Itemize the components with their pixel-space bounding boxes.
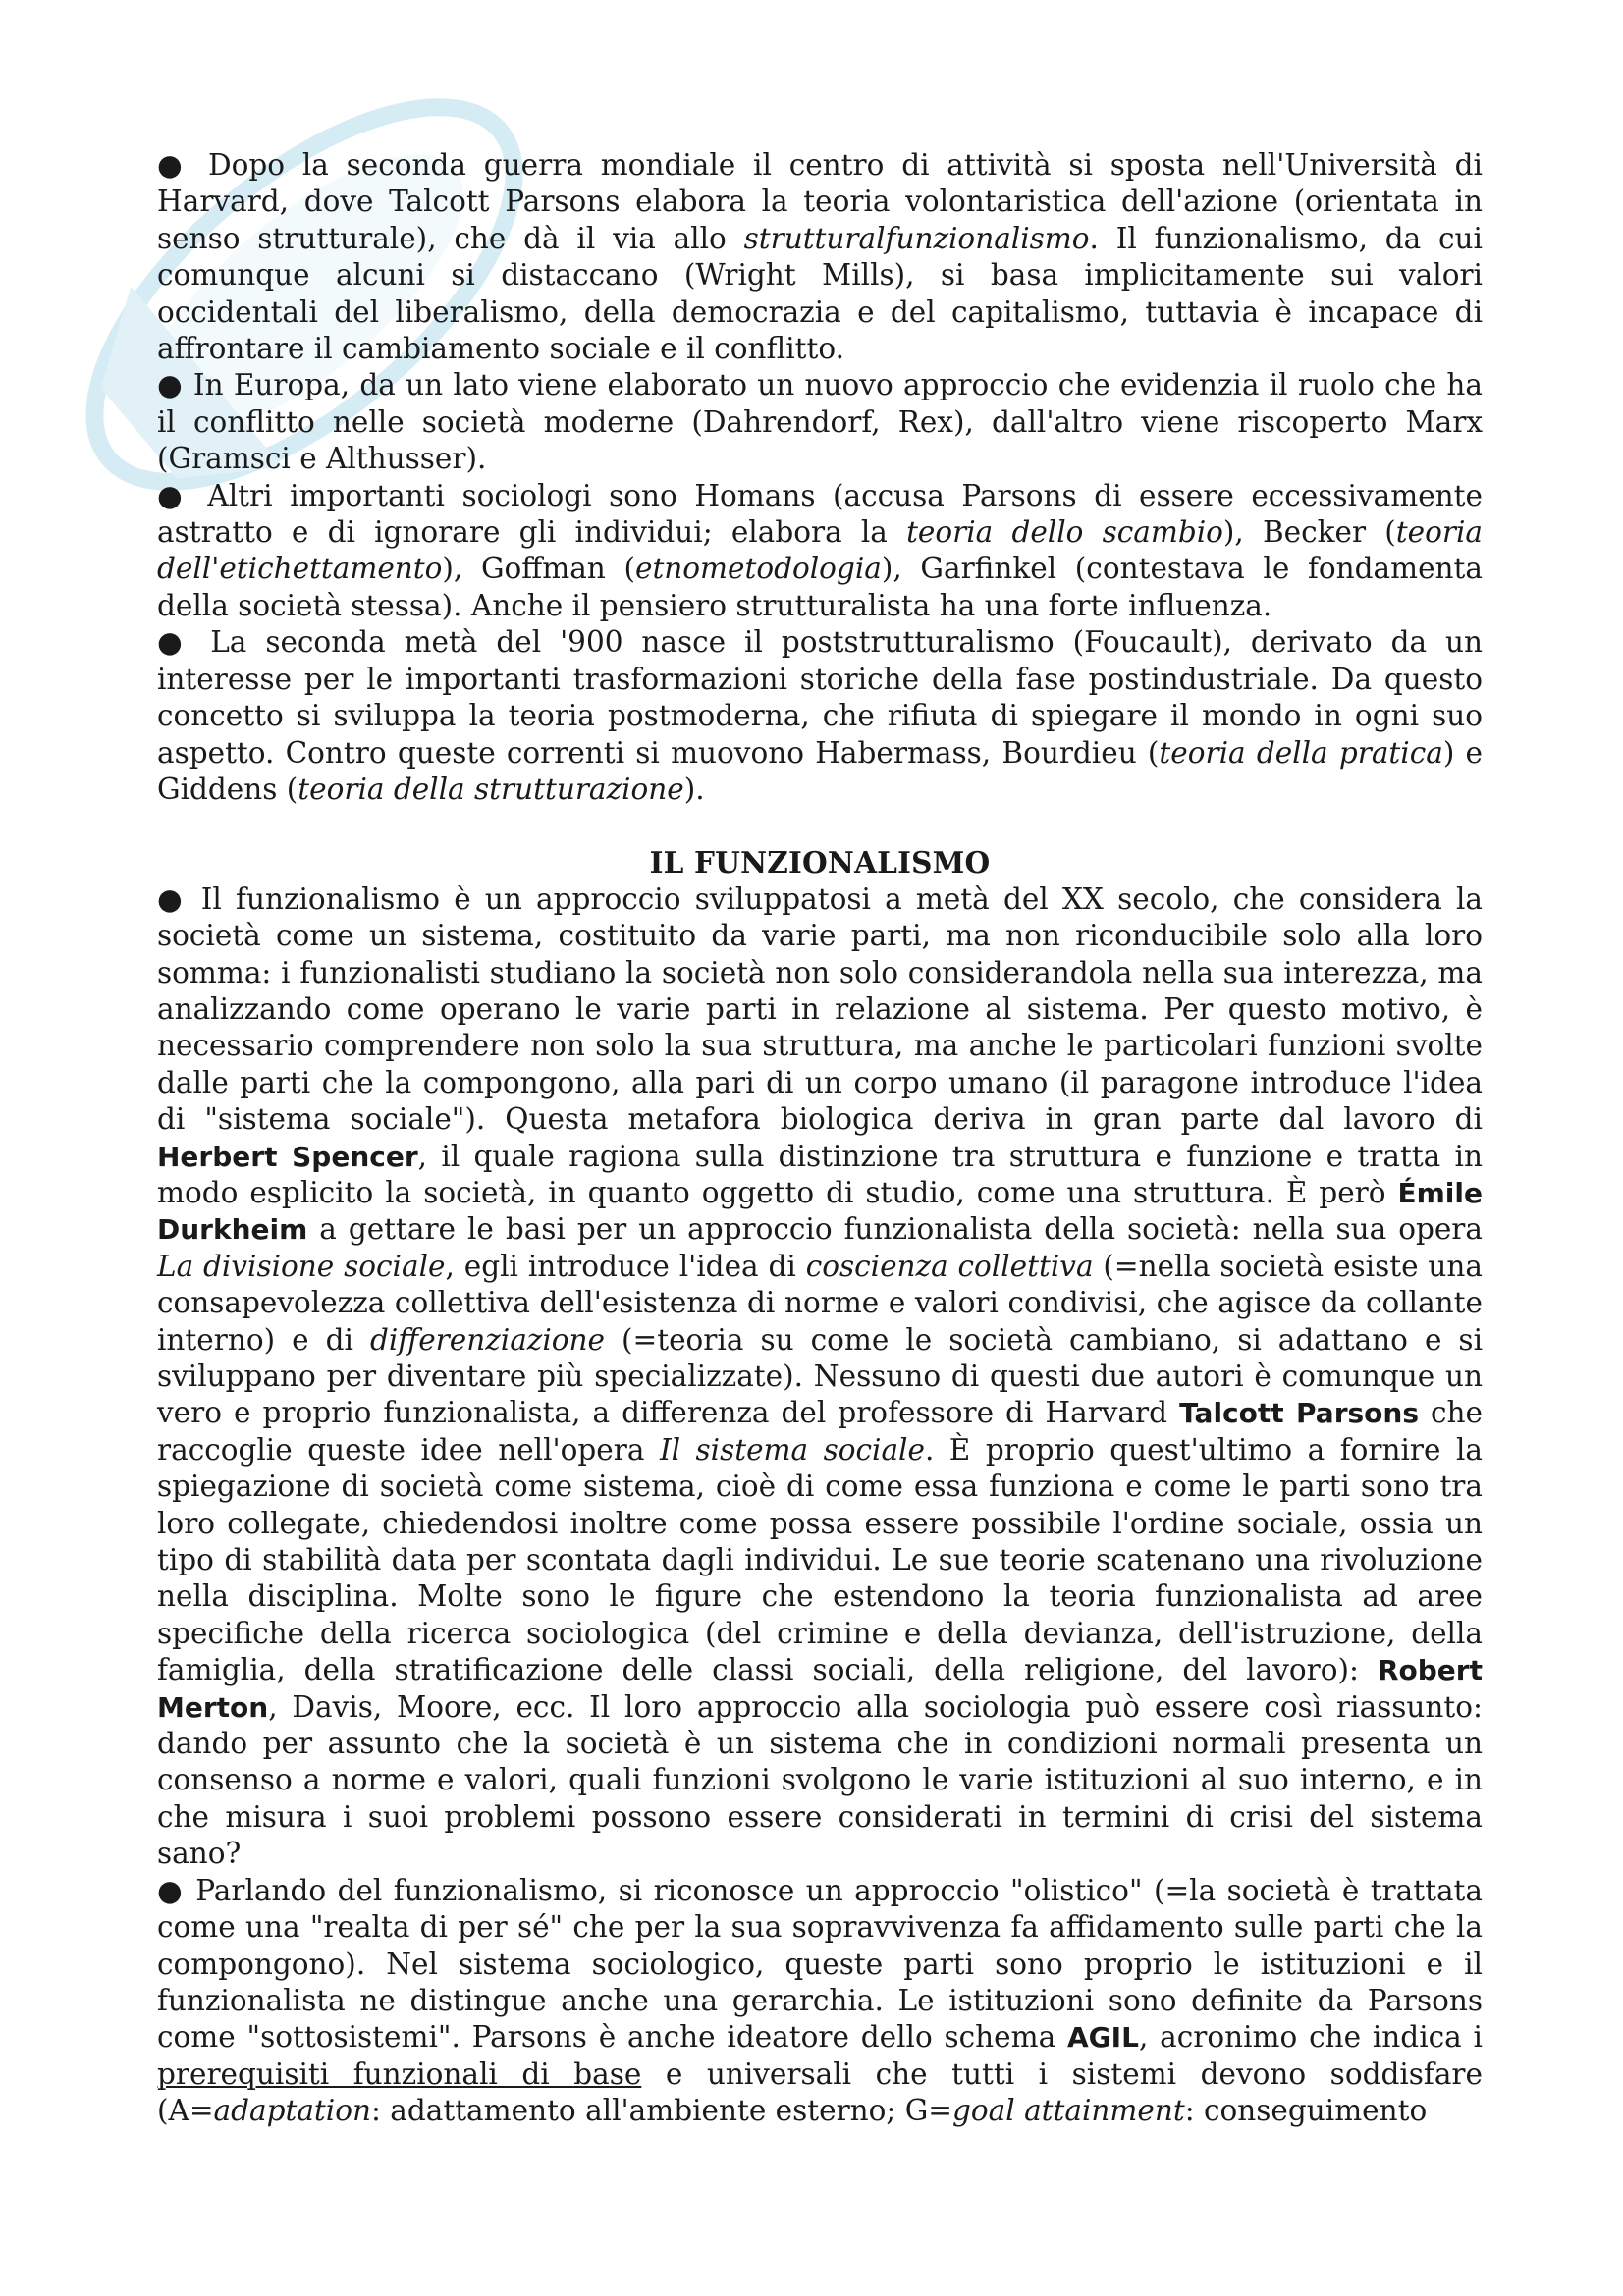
bullet: ● — [157, 625, 192, 660]
text-run: ) e Giddens ( — [157, 735, 1483, 806]
italic-term: coscienza collettiva — [805, 1249, 1094, 1283]
text-run: ), Garfinkel (contestava le fondamenta della società stessa). Anche il pensiero strutturalista ha una forte influenza. — [157, 552, 1483, 622]
text-run: (=teoria su come le società cambiano, si adattano e si sviluppano per diventare più specializzate). Nessuno di questi due autori è comunque un vero e proprio funzionalista, a differenza del professore di Harvard — [157, 1322, 1484, 1430]
paragraph-holistic — [157, 1873, 1483, 2130]
bold-term: Talcott Parsons — [1179, 1397, 1420, 1430]
paragraph-europe — [157, 367, 1483, 477]
document-page — [157, 147, 1483, 2130]
text-run: : adattamento all'ambiente esterno; G= — [370, 2094, 953, 2128]
section-heading: IL FUNZIONALISMO — [649, 845, 991, 881]
text-run: , acronimo che indica i — [1138, 2020, 1483, 2055]
italic-term: strutturalfunzionalismo — [743, 221, 1090, 255]
text-run: La seconda metà del '900 nasce il poststrutturalismo (Foucault), derivato da un interesse per le importanti trasformazioni storiche della fase postindustriale. Da questo concetto si sviluppa la teoria postmoderna, che rifiuta di spiegare il mondo in ogni suo aspetto. Contro queste correnti si muovono Habermass, Bourdieu ( — [157, 625, 1483, 770]
italic-term: Il sistema sociale — [659, 1432, 925, 1467]
italic-term: teoria dello scambio — [906, 515, 1223, 550]
paragraph-runs — [157, 148, 1483, 365]
bold-term: Herbert Spencer — [157, 1140, 418, 1173]
text-run: . Il funzionalismo, da cui comunque alcuni si distaccano (Wright Mills), si basa implicitamente sui valori occidentali del liberalismo, della democrazia e del capitalismo, tuttavia è incapace di affrontare il cambiamento sociale e il conflitto. — [157, 221, 1483, 366]
paragraph-runs — [157, 625, 1483, 806]
bullet: ● — [157, 368, 184, 402]
bold-term: Robert Merton — [157, 1654, 1483, 1724]
text-run: , il quale ragiona sulla distinzione tra struttura e funzione e tratta in modo esplicito la società, in quanto oggetto di studio, come una struttura. È però — [157, 1139, 1483, 1209]
italic-term: adaptation — [213, 2094, 371, 2128]
text-run: In Europa, da un lato viene elaborato un nuovo approccio che evidenzia il ruolo che ha il conflitto nelle società moderne (Dahrendorf, Rex), dall'altro viene riscoperto Marx (Gramsci e Althusser). — [157, 368, 1483, 476]
italic-term: teoria della strutturazione — [298, 772, 684, 806]
text-run: e universali che tutti i sistemi devono soddisfare (A= — [157, 2056, 1483, 2128]
text-run: (=nella società esiste una consapevolezza collettiva dell'esistenza di norme e valori condivisi, che agisce da collante interno) e di — [157, 1249, 1484, 1357]
bold-term: Émile Durkheim — [157, 1176, 1483, 1247]
text-run: che raccoglie queste idee nell'opera — [157, 1396, 1484, 1467]
italic-term: goal attainment — [952, 2094, 1185, 2128]
paragraph-functionalism — [157, 881, 1483, 1873]
text-run: Altri importanti sociologi sono Homans (accusa Parsons di essere eccessivamente astratto e di ignorare gli individui; elabora la — [157, 478, 1483, 550]
bullet: ● — [157, 1873, 185, 1907]
bold-term: AGIL — [1067, 2021, 1139, 2055]
italic-term: differenziazione — [369, 1322, 605, 1357]
text-run: Parlando del funzionalismo, si riconosce un approccio "olistico" (=la società è trattata come una "realta di per sé" che per la sua sopravvivenza fa affidamento sulle parti che la compongono). Nel sistema sociologico, queste parti sono proprio le istituzioni e il funzionalista ne distingue anche una gerarchia. Le istituzioni sono definite da Parsons come "sottosistemi". Parsons è anche ideatore dello schema — [157, 1873, 1483, 2055]
text-run: a gettare le basi per un approccio funzionalista della società: nella sua opera — [307, 1212, 1483, 1247]
paragraph-other-sociologists — [157, 478, 1483, 625]
paragraph-runs — [157, 368, 1483, 475]
spacer — [157, 808, 1483, 844]
underlined-term: prerequisiti funzionali di base — [157, 2056, 642, 2091]
paragraph-postwar — [157, 147, 1483, 367]
text-run: ), Becker ( — [1222, 515, 1396, 550]
bullet: ● — [157, 148, 191, 182]
paragraph-runs — [157, 479, 1483, 622]
text-run: ), Goffman ( — [442, 552, 635, 586]
paragraph-runs — [157, 1874, 1483, 2127]
text-run: , Davis, Moore, ecc. Il loro approccio alla sociologia può essere così riassunto: dando per assunto che la società è un sistema che in condizioni normali presenta un consenso a norme e valori, quali funzioni svolgono le varie istituzioni al suo interno, e in che misura i suoi problemi possono essere considerati in termini di crisi del sistema sano? — [157, 1689, 1483, 1871]
text-run: Dopo la seconda guerra mondiale il centro di attività si sposta nell'Università di Harvard, dove Talcott Parsons elabora la teoria volontaristica dell'azione (orientata in senso strutturale), che dà il via allo — [157, 148, 1483, 255]
italic-term: teoria dell'etichettamento — [157, 515, 1483, 586]
italic-term: etnometodologia — [634, 552, 882, 586]
italic-term: La divisione sociale — [157, 1249, 446, 1283]
text-run: Il funzionalismo è un approccio sviluppatosi a metà del XX secolo, che considera la società come un sistema, costituito da varie parti, ma non riconducibile solo alla loro somma: i funzionalisti studiano la società non solo considerandola nella sua interezza, ma analizzando come operano le varie parti in relazione al sistema. Per questo motivo, è necessario comprendere non solo la sua struttura, ma anche le particolari funzioni svolte dalle parti che la compongono, alla pari di un corpo umano (il paragone introduce l'idea di "sistema sociale"). Questa metafora biologica deriva in gran parte dal lavoro di — [157, 881, 1484, 1137]
bullet: ● — [157, 478, 190, 512]
text-run: : conseguimento — [1184, 2094, 1428, 2128]
paragraph-runs — [157, 882, 1483, 1871]
text-run: , egli introduce l'idea di — [445, 1249, 806, 1283]
text-run: . È proprio quest'ultimo a fornire la spiegazione di società come sistema, cioè di come essa funziona e come le parti sono tra loro collegate, chiedendosi inoltre come possa essere possibile l'ordine sociale, ossia un tipo di stabilità data per scontata dagli individui. Le sue teorie scatenano una rivoluzione nella disciplina. Molte sono le figure che estendono la teoria funzionalista ad aree specifiche della ricerca sociologica (del crimine e della devianza, dell'istruzione, della famiglia, della stratificazione delle classi sociali, della religione, del lavoro): — [157, 1432, 1484, 1687]
bullet: ● — [157, 881, 188, 916]
italic-term: teoria della pratica — [1159, 735, 1443, 770]
paragraph-poststructuralism — [157, 624, 1483, 808]
text-run: ). — [683, 772, 705, 806]
